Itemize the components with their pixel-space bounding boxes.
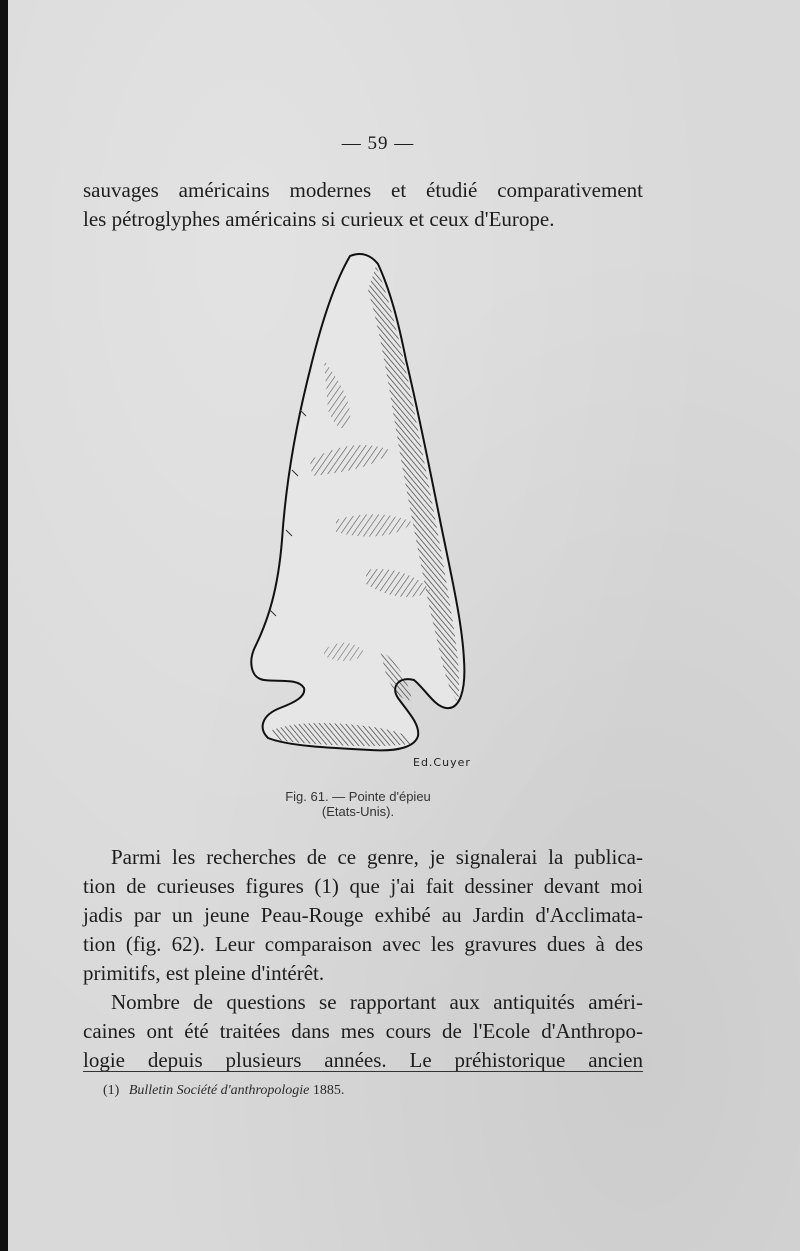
footnote-number: (1) [103,1083,120,1098]
page-number: — 59 — [341,133,415,154]
intro-paragraph [83,176,643,234]
figure-caption [238,789,478,819]
caption-line: Fig. 61. — Pointe d'épieu [285,789,431,804]
footnote-divider [83,1071,643,1072]
text-line: logie depuis plusieurs années. Le préhistorique ancien [83,1048,643,1072]
caption-line: (Etats-Unis). [321,804,395,819]
text-line: Nombre de questions se rapportant aux antiquités améri- [111,990,643,1014]
text-line: tion de curieuses figures (1) que j'ai fait dessiner devant moi [83,874,643,898]
text-line: tion (fig. 62). Leur comparaison avec les gravures dues à des [83,932,643,956]
text-line: jadis par un jeune Peau-Rouge exhibé au Jardin d'Acclimata- [83,903,643,927]
footnote-year: 1885. [312,1083,345,1098]
illustrator-signature: Ed.Cuyer [413,756,471,769]
footnote-title: Bulletin Société d'anthropologie [128,1083,310,1098]
spear-point-illustration [240,250,510,780]
text-line: primitifs, est pleine d'intérêt. [83,961,325,985]
body-paragraphs [83,843,643,1075]
text-line: Parmi les recherches de ce genre, je signalerai la publica- [111,845,643,869]
text-line: les pétroglyphes américains si curieux et ceux d'Europe. [83,207,555,231]
footnote [103,1083,344,1099]
text-line: caines ont été traitées dans mes cours de l'Ecole d'Anthropo- [83,1019,643,1043]
book-page [8,0,800,1251]
text-line: sauvages américains modernes et étudié comparativement [83,178,643,202]
